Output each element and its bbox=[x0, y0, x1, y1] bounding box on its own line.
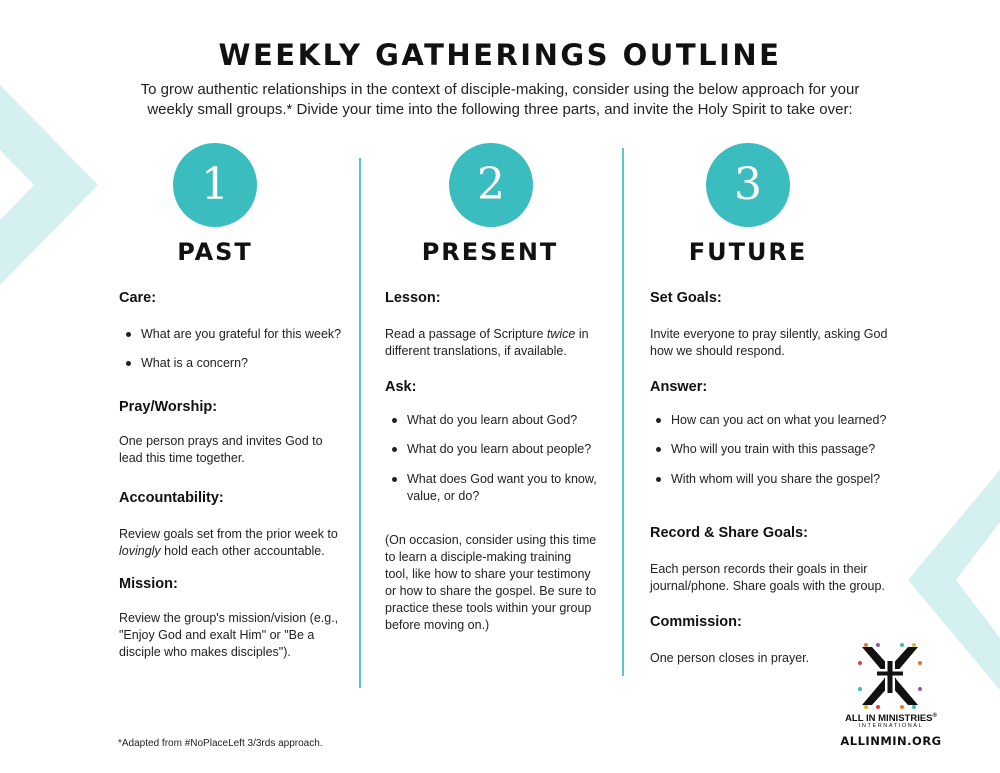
logo-subtitle: INTERNATIONAL bbox=[858, 723, 924, 729]
section-text: Read a passage of Scripture twice in different translations, if available. bbox=[385, 327, 589, 358]
column-heading: FUTURE bbox=[688, 238, 808, 266]
section-title: Lesson: bbox=[385, 290, 441, 306]
list-item: With whom will you share the gospel? bbox=[650, 471, 916, 488]
website-url: ALLINMIN.ORG bbox=[840, 734, 942, 748]
section-text: One person closes in prayer. bbox=[650, 651, 810, 665]
section-title: Answer: bbox=[650, 379, 708, 395]
section-text: One person prays and invites God to lead this time together. bbox=[119, 434, 323, 465]
column-divider-1 bbox=[359, 158, 361, 688]
section-title: Set Goals: bbox=[650, 290, 722, 306]
section-note: (On occasion, consider using this time to learn a disciple-making training tool, like how to share your testimony or how to share the gospel. Be sure to practice these tools within your group before moving on.) bbox=[385, 533, 597, 632]
page-title: WEEKLY GATHERINGS OUTLINE bbox=[218, 38, 782, 72]
all-in-ministries-logo-icon bbox=[858, 643, 922, 709]
section-title: Pray/Worship: bbox=[119, 399, 218, 415]
list-item: What is a concern? bbox=[120, 355, 366, 372]
list-item: Who will you train with this passage? bbox=[650, 441, 916, 458]
section-text: Review goals set from the prior week to lovingly hold each other accountable. bbox=[119, 527, 338, 558]
column-heading: PRESENT bbox=[421, 238, 559, 266]
list-item: What does God want you to know, value, or do? bbox=[386, 471, 607, 505]
intro-text: To grow authentic relationships in the context of disciple-making, consider using the below approach for your weekly small groups.* Divide your time into the following three parts, and invite the Holy Spirit to take over: bbox=[140, 81, 860, 118]
section-title: Accountability: bbox=[119, 490, 224, 506]
list-item: How can you act on what you learned? bbox=[650, 412, 916, 429]
list-item: What do you learn about people? bbox=[386, 441, 607, 458]
column-divider-2 bbox=[622, 148, 624, 676]
step-number-circle: 1 bbox=[173, 143, 257, 227]
step-number-circle: 3 bbox=[706, 143, 790, 227]
section-title: Ask: bbox=[385, 379, 417, 395]
list-item: What do you learn about God? bbox=[386, 412, 607, 429]
list-item: What are you grateful for this week? bbox=[120, 326, 366, 343]
column-heading: PAST bbox=[177, 238, 253, 266]
section-text: Each person records their goals in their journal/phone. Share goals with the group. bbox=[650, 562, 885, 593]
section-text: Invite everyone to pray silently, asking God how we should respond. bbox=[650, 327, 888, 358]
logo-name: ALL IN MINISTRIES® bbox=[845, 713, 937, 724]
step-number-circle: 2 bbox=[449, 143, 533, 227]
section-title: Care: bbox=[119, 290, 157, 306]
section-title: Record & Share Goals: bbox=[650, 525, 808, 541]
section-title: Commission: bbox=[650, 614, 742, 630]
section-text: Review the group's mission/vision (e.g., "Enjoy God and exalt Him" or "Be a disciple who makes disciples"). bbox=[119, 611, 339, 659]
left-chevron-decoration bbox=[0, 85, 100, 285]
section-title: Mission: bbox=[119, 576, 178, 592]
footnote: *Adapted from #NoPlaceLeft 3/3rds approach. bbox=[118, 738, 323, 749]
